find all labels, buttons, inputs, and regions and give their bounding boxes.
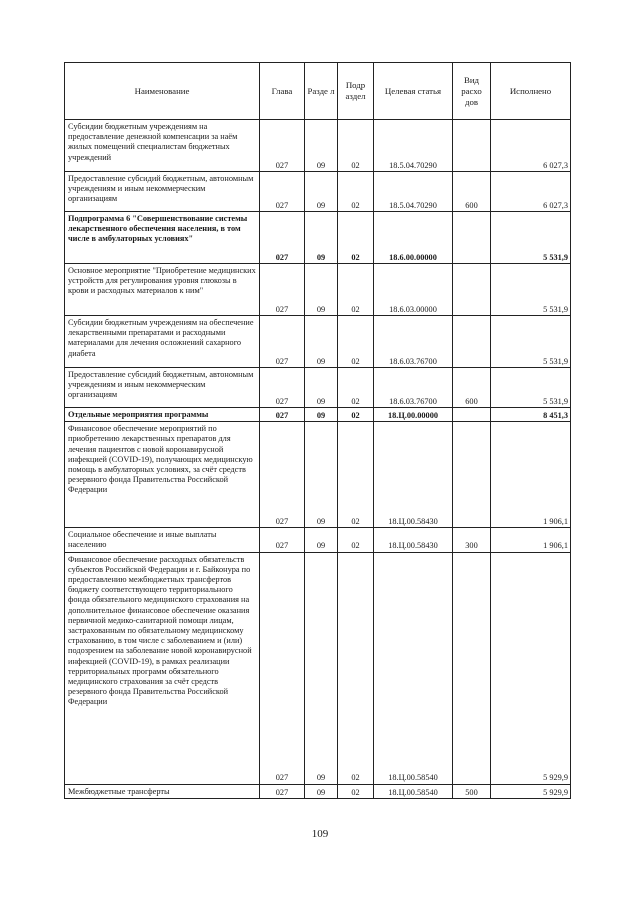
row-executed-cell: 5 531,9 (491, 264, 571, 316)
table-row (65, 422, 571, 528)
row-executed-cell: 1 906,1 (491, 528, 571, 552)
row-name-cell: Основное мероприятие "Приобретение медицинских устройств для регулирования уровня глюкозы в крови и расходных материалов к ним" (65, 264, 260, 316)
table-row (65, 368, 571, 408)
table-row (65, 264, 571, 316)
row-chapter-cell: 027 (260, 422, 305, 528)
row-subsection-cell: 02 (338, 552, 374, 784)
row-target-cell: 18.6.03.76700 (374, 368, 453, 408)
table-row (65, 784, 571, 798)
row-name-cell: Социальное обеспечение и иные выплаты населению (65, 528, 260, 552)
row-executed-cell: 5 531,9 (491, 316, 571, 368)
row-name-cell: Субсидии бюджетным учреждениям на обеспечение лекарственными препаратами и расходными материалами для лечения осложнений сахарного диабета (65, 316, 260, 368)
header-chapter: Глава (260, 63, 305, 120)
row-section-cell: 09 (305, 316, 338, 368)
table-row (65, 528, 571, 552)
row-section-cell: 09 (305, 784, 338, 798)
row-executed-cell: 5 929,9 (491, 784, 571, 798)
row-section-cell: 09 (305, 408, 338, 422)
row-target-cell: 18.Ц.00.58540 (374, 784, 453, 798)
row-target-cell: 18.6.03.76700 (374, 316, 453, 368)
row-name-cell: Подпрограмма 6 "Совершенствование системы лекарственного обеспечения населения, в том числе в амбулаторных условиях" (65, 212, 260, 264)
row-section-cell: 09 (305, 172, 338, 212)
row-target-cell: 18.Ц.00.58430 (374, 528, 453, 552)
row-executed-cell: 1 906,1 (491, 422, 571, 528)
row-subsection-cell: 02 (338, 316, 374, 368)
table-header-row (65, 63, 571, 120)
row-chapter-cell: 027 (260, 784, 305, 798)
row-expense-type-cell: 300 (453, 528, 491, 552)
row-expense-type-cell (453, 552, 491, 784)
row-section-cell: 09 (305, 212, 338, 264)
table-row (65, 120, 571, 172)
row-executed-cell: 6 027,3 (491, 120, 571, 172)
header-name: Наименование (65, 63, 260, 120)
row-name-cell: Межбюджетные трансферты (65, 784, 260, 798)
row-executed-cell: 6 027,3 (491, 172, 571, 212)
table-row (65, 212, 571, 264)
row-executed-cell: 5 929,9 (491, 552, 571, 784)
row-target-cell: 18.5.04.70290 (374, 172, 453, 212)
row-subsection-cell: 02 (338, 212, 374, 264)
row-subsection-cell: 02 (338, 264, 374, 316)
row-chapter-cell: 027 (260, 408, 305, 422)
row-executed-cell: 5 531,9 (491, 368, 571, 408)
page-number: 109 (311, 828, 329, 840)
row-name-cell: Предоставление субсидий бюджетным, автономным учреждениям и иным некоммерческим организациям (65, 368, 260, 408)
row-name-cell: Отдельные мероприятия программы (65, 408, 260, 422)
row-expense-type-cell (453, 264, 491, 316)
row-subsection-cell: 02 (338, 528, 374, 552)
row-section-cell: 09 (305, 528, 338, 552)
row-expense-type-cell (453, 120, 491, 172)
header-expense-type: Вид расхо дов (453, 63, 491, 120)
row-expense-type-cell: 600 (453, 368, 491, 408)
row-subsection-cell: 02 (338, 368, 374, 408)
row-chapter-cell: 027 (260, 264, 305, 316)
row-target-cell: 18.Ц.00.00000 (374, 408, 453, 422)
row-chapter-cell: 027 (260, 528, 305, 552)
row-section-cell: 09 (305, 264, 338, 316)
row-name-cell: Финансовое обеспечение мероприятий по приобретению лекарственных препаратов для лечения пациентов с новой коронавирусной инфекцией (COVID-19), получающих медицинскую помощь в амбулаторных условиях, за счёт средств резервного фонда Правительства Российской Федерации (65, 422, 260, 528)
header-target: Целевая статья (374, 63, 453, 120)
budget-table (64, 62, 571, 799)
row-subsection-cell: 02 (338, 784, 374, 798)
header-section: Разде л (305, 63, 338, 120)
row-chapter-cell: 027 (260, 212, 305, 264)
row-target-cell: 18.Ц.00.58430 (374, 422, 453, 528)
row-name-cell: Финансовое обеспечение расходных обязательств субъектов Российской Федерации и г. Байконура по предоставлению межбюджетных трансфертов бюджету соответствующего территориального фонда обязательного медицинского страхования на дополнительное финансовое обеспечение оказания первичной медико-санитарной помощи лицам, застрахованным по обязательному медицинскому страхованию, в том числе с заболеванием и (или) подозрением на заболевание новой коронавирусной инфекцией (COVID-19), в рамках реализации территориальных программ обязательного медицинского страхования за счёт средств резервного фонда Правительства Российской Федерации (65, 552, 260, 784)
row-section-cell: 09 (305, 552, 338, 784)
row-executed-cell: 8 451,3 (491, 408, 571, 422)
row-chapter-cell: 027 (260, 368, 305, 408)
row-section-cell: 09 (305, 368, 338, 408)
row-chapter-cell: 027 (260, 172, 305, 212)
row-expense-type-cell (453, 212, 491, 264)
table-row (65, 552, 571, 784)
table-row (65, 172, 571, 212)
row-executed-cell: 5 531,9 (491, 212, 571, 264)
row-target-cell: 18.5.04.70290 (374, 120, 453, 172)
row-chapter-cell: 027 (260, 316, 305, 368)
row-subsection-cell: 02 (338, 422, 374, 528)
row-name-cell: Предоставление субсидий бюджетным, автономным учреждениям и иным некоммерческим организациям (65, 172, 260, 212)
row-expense-type-cell (453, 408, 491, 422)
row-subsection-cell: 02 (338, 408, 374, 422)
header-executed: Исполнено (491, 63, 571, 120)
row-expense-type-cell (453, 316, 491, 368)
row-chapter-cell: 027 (260, 120, 305, 172)
header-subsection: Подр аздел (338, 63, 374, 120)
row-subsection-cell: 02 (338, 172, 374, 212)
table-row (65, 316, 571, 368)
row-expense-type-cell: 500 (453, 784, 491, 798)
row-section-cell: 09 (305, 120, 338, 172)
row-target-cell: 18.6.00.00000 (374, 212, 453, 264)
row-target-cell: 18.6.03.00000 (374, 264, 453, 316)
row-chapter-cell: 027 (260, 552, 305, 784)
row-subsection-cell: 02 (338, 120, 374, 172)
table-row (65, 408, 571, 422)
row-target-cell: 18.Ц.00.58540 (374, 552, 453, 784)
row-name-cell: Субсидии бюджетным учреждениям на предоставление денежной компенсации за наём жилых помещений специалистам бюджетных учреждений (65, 120, 260, 172)
table-body (65, 120, 571, 799)
row-expense-type-cell (453, 422, 491, 528)
row-section-cell: 09 (305, 422, 338, 528)
row-expense-type-cell: 600 (453, 172, 491, 212)
